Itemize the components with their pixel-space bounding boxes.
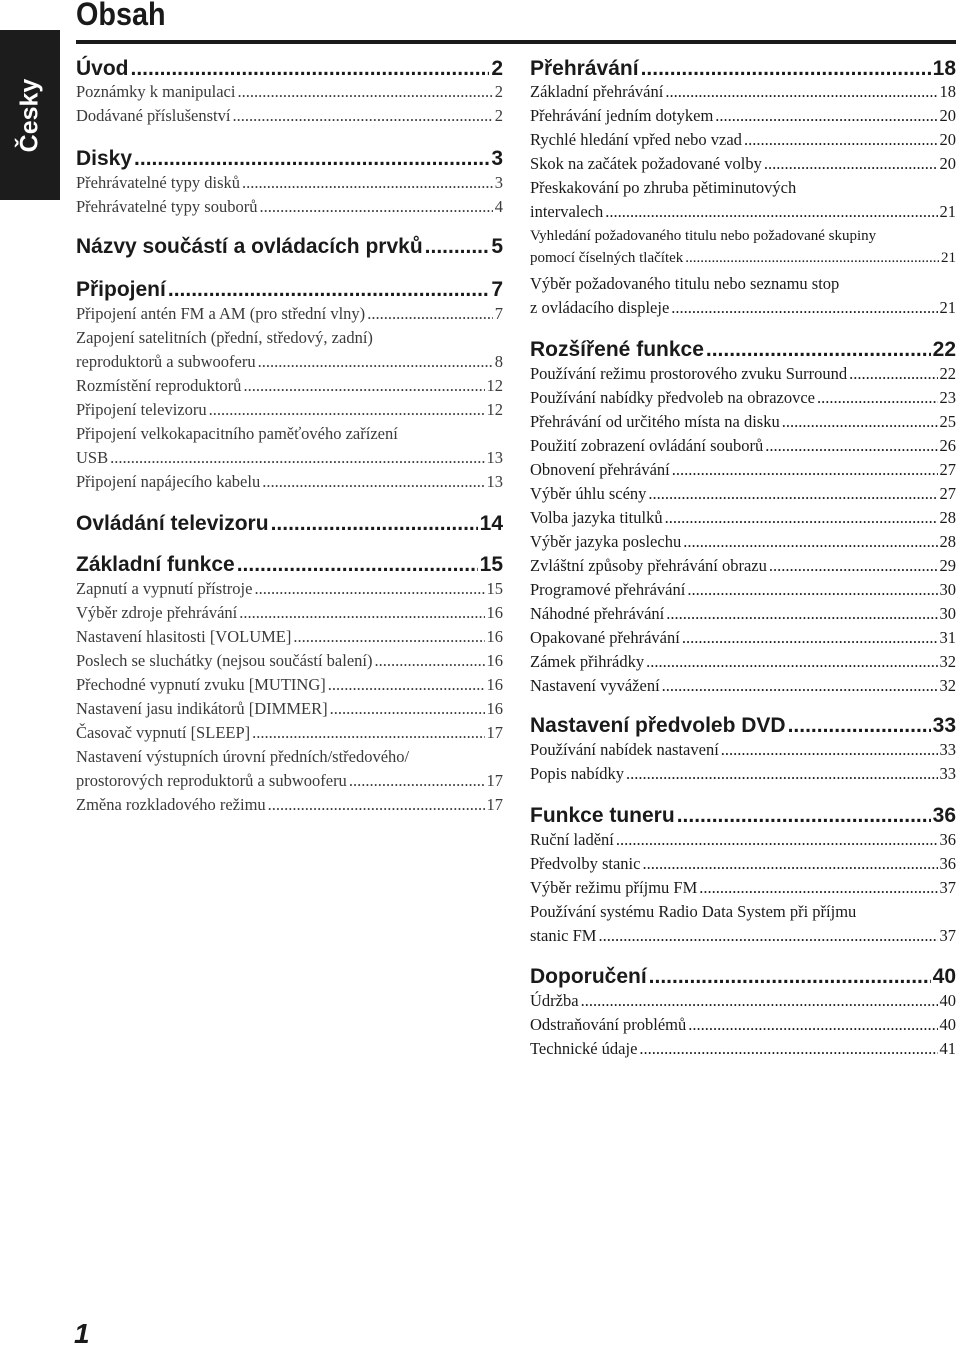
toc-page-number: 30 [939,580,956,599]
dot-leader [688,1013,937,1037]
dot-leader [243,374,484,398]
toc-entry-title: Technické údaje [530,1039,638,1058]
toc-entry-title: reproduktorů a subwooferu [76,352,256,371]
toc-heading-pripojeni[interactable] [76,276,503,304]
toc-page-number: 16 [486,603,503,622]
toc-entry-rucni[interactable] [530,828,956,852]
toc-heading-rozsirene[interactable] [530,336,956,364]
toc-heading-uvod[interactable] [76,55,503,83]
dot-leader [239,601,484,625]
toc-page-number: 17 [486,723,503,742]
toc-entry-soubory[interactable] [530,434,956,458]
dot-leader [665,80,937,104]
toc-page-number: 7 [491,278,503,301]
dot-leader [642,852,937,876]
toc-entry-title: Přehrávatelné typy disků [76,173,241,192]
dot-leader [769,554,938,578]
toc-page-number: 13 [486,472,503,491]
toc-entry-title: Základní funkce [76,553,235,576]
toc-page-number: 16 [486,651,503,670]
toc-entry-title: Odstraňování problémů [530,1015,687,1034]
toc-entry-satelit-2[interactable] [76,350,503,374]
toc-entry-title: Rozmístění reproduktorů [76,376,242,395]
dot-leader [258,350,493,374]
toc-page-number: 33 [939,740,956,759]
dot-leader [252,721,484,745]
toc-entry-vyber-tit-2[interactable] [530,296,956,320]
toc-entry-title: Nastavení hlasitosti [VOLUME] [76,627,292,646]
dot-leader [765,434,937,458]
toc-entry-title: Připojení televizoru [76,400,207,419]
dot-leader [237,80,492,104]
dot-leader [349,769,485,793]
dot-leader [242,171,493,195]
dot-leader [605,200,937,224]
dot-leader [721,738,938,762]
toc-entry-title: Volba jazyka titulků [530,508,663,527]
toc-page-number: 17 [486,771,503,790]
toc-page-number: 32 [939,652,956,671]
toc-entry-title: Výběr úhlu scény [530,484,647,503]
toc-heading-nazvy[interactable] [76,233,503,261]
toc-page-number: 33 [939,764,956,783]
toc-entry-title: Skok na začátek požadované volby [530,154,762,173]
toc-entry-title: Rychlé hledání vpřed nebo vzad [530,130,742,149]
toc-entry-title: Zámek přihrádky [530,652,645,671]
dot-leader [328,673,485,697]
toc-page-number: 36 [939,854,956,873]
toc-entry-jednim[interactable] [530,104,956,128]
dot-leader [168,276,489,304]
toc-page-number: 4 [494,197,503,216]
toc-page-number: 37 [939,878,956,897]
dot-leader [764,152,938,176]
dot-leader [662,674,938,698]
toc-entry-title: Zapnutí a vypnutí přístroje [76,579,253,598]
toc-entry-title: Používání režimu prostorového zvuku Surround [530,364,848,383]
toc-entry-title: Poslech se sluchátky (nejsou součástí balení) [76,651,373,670]
toc-page-number: 12 [486,376,503,395]
toc-page-number: 13 [486,448,503,467]
dot-leader [639,1037,937,1061]
toc-entry-vyhled-1[interactable]: Vyhledání požadovaného titulu nebo požadované skupiny [530,228,877,244]
toc-page-number: 29 [939,556,956,575]
dot-leader [682,626,938,650]
toc-entry-title: Dodávané příslušenství [76,106,231,125]
toc-entry-satelit-1[interactable]: Zapojení satelitních (přední, středový, zadní) [76,328,373,347]
toc-page-number: 18 [932,57,956,80]
toc-heading-tuner[interactable] [530,802,956,830]
toc-heading-prehravani[interactable] [530,55,956,83]
title-rule [76,40,956,44]
toc-entry-title: Nastavení vyvážení [530,676,660,695]
toc-page-number: 22 [939,364,956,383]
toc-entry-opakovane[interactable] [530,626,956,650]
dot-leader [744,128,938,152]
toc-entry-title: stanic FM [530,926,597,945]
toc-entry-title: Přehrávání [530,57,639,80]
toc-entry-preskak-1[interactable]: Přeskakování po zhruba pětiminutových [530,178,797,197]
toc-entry-sleep[interactable] [76,721,503,745]
toc-entry-title: Poznámky k manipulaci [76,82,236,101]
toc-page-number: 18 [939,82,956,101]
dot-leader [134,145,489,173]
toc-entry-usb-2[interactable] [76,446,503,470]
toc-entry-title: Údržba [530,991,579,1010]
toc-entry-zakl-preh[interactable] [530,80,956,104]
dot-leader [110,446,484,470]
toc-entry-title: Popis nabídky [530,764,624,783]
dot-leader [649,963,931,991]
toc-entry-anten[interactable] [76,302,503,326]
toc-page-number: 33 [932,714,956,737]
toc-entry-title: pomocí číselných tlačítek [530,250,684,266]
toc-entry-title: Disky [76,147,133,170]
toc-page-number: 15 [486,579,503,598]
language-tab-label: Česky [15,78,44,152]
toc-page-number: 36 [932,804,956,827]
toc-entry-typy-souboru[interactable] [76,195,503,219]
toc-page-number: 3 [491,147,503,170]
dot-leader [788,712,931,740]
toc-entry-zdroj[interactable] [76,601,503,625]
toc-page-number: 36 [939,830,956,849]
toc-entry-title: Programové přehrávání [530,580,686,599]
toc-entry-program[interactable] [530,578,956,602]
toc-entry-title: Předvolby stanic [530,854,641,873]
toc-entry-rds-1[interactable]: Používání systému Radio Data System při příjmu [530,902,857,921]
toc-page-number: 16 [486,675,503,694]
toc-entry-poslech[interactable] [530,530,956,554]
toc-entry-title: z ovládacího displeje [530,298,670,317]
dot-leader [665,506,938,530]
dot-leader [425,233,490,261]
toc-entry-usb-1[interactable]: Připojení velkokapacitního paměťového zařízení [76,424,398,443]
toc-page-number: 28 [939,508,956,527]
toc-page-number: 31 [939,628,956,647]
toc-entry-title: Připojení napájecího kabelu [76,472,261,491]
dot-leader [237,551,478,579]
toc-entry-rozklad[interactable] [76,793,503,817]
toc-page-number: 16 [486,699,503,718]
toc-entry-title: Připojení antén FM a AM (pro střední vlny) [76,304,366,323]
toc-heading-disky[interactable] [76,145,503,173]
toc-entry-prislusenstvi[interactable] [76,104,503,128]
dot-leader [293,625,484,649]
dot-leader [671,296,937,320]
toc-entry-title: Rozšířené funkce [530,338,704,361]
toc-entry-title: Ovládání televizoru [76,512,269,535]
toc-page-number: 16 [486,627,503,646]
toc-entry-title: Opakované přehrávání [530,628,680,647]
toc-entry-rychle[interactable] [530,128,956,152]
toc-entry-preskak-2[interactable] [530,200,956,224]
dot-leader [598,924,937,948]
toc-page-number: 12 [486,400,503,419]
toc-entry-title: Nastavení předvoleb DVD [530,714,786,737]
toc-entry-nab-nast[interactable] [530,738,956,762]
toc-entry-titulky[interactable] [530,506,956,530]
toc-entry-zvlastni[interactable] [530,554,956,578]
dot-leader [687,578,937,602]
toc-entry-problemy[interactable] [530,1013,956,1037]
toc-entry-title: Výběr jazyka poslechu [530,532,682,551]
toc-page-number: 37 [939,926,956,945]
toc-entry-muting[interactable] [76,673,503,697]
dot-leader [715,104,937,128]
dot-leader [268,793,485,817]
toc-entry-title: Náhodné přehrávání [530,604,665,623]
toc-page-number: 21 [941,250,956,266]
toc-entry-title: Nastavení jasu indikátorů [DIMMER] [76,699,328,718]
dot-leader [271,510,478,538]
page-number: 1 [74,1318,90,1349]
toc-entry-title: Základní přehrávání [530,82,664,101]
dot-leader [641,55,931,83]
toc-entry-sluchatka[interactable] [76,649,503,673]
toc-entry-zapnuti[interactable] [76,577,503,601]
toc-entry-title: prostorových reproduktorů a subwooferu [76,771,347,790]
toc-entry-nahodne[interactable] [530,602,956,626]
toc-entry-title: Přehrávání jedním dotykem [530,106,714,125]
toc-page-number: 40 [932,965,956,988]
dot-leader [581,989,938,1013]
dot-leader [646,650,937,674]
toc-entry-uhel[interactable] [530,482,956,506]
toc-page-number: 40 [939,1015,956,1034]
toc-entry-title: Ruční ladění [530,830,614,849]
dot-leader [817,386,938,410]
toc-heading-predvolby[interactable] [530,712,956,740]
toc-page-number: 40 [939,991,956,1010]
toc-entry-prijem[interactable] [530,876,956,900]
toc-entry-typy-disku[interactable] [76,171,503,195]
toc-heading-zakladni[interactable] [76,551,503,579]
dot-leader [232,104,492,128]
toc-page-number: 41 [939,1039,956,1058]
dot-leader [666,602,937,626]
toc-entry-title: Výběr zdroje přehrávání [76,603,238,622]
dot-leader [626,762,938,786]
toc-entry-title: Používání nabídky předvoleb na obrazovce [530,388,815,407]
dot-leader [254,577,484,601]
toc-page-number: 14 [479,512,503,535]
toc-entry-title: Obnovení přehrávání [530,460,670,479]
toc-page-number: 2 [494,82,503,101]
toc-page-number: 30 [939,604,956,623]
dot-leader [330,697,485,721]
dot-leader [706,336,931,364]
dot-leader [849,362,937,386]
toc-page-number: 17 [486,795,503,814]
toc-page-number: 25 [939,412,956,431]
toc-entry-popis[interactable] [530,762,956,786]
dot-leader [699,876,937,900]
toc-page-number: 26 [939,436,956,455]
toc-entry-hlasitost[interactable] [76,625,503,649]
toc-page-number: 2 [491,57,503,80]
toc-entry-title: Použití zobrazení ovládání souborů [530,436,764,455]
toc-entry-misto[interactable] [530,410,956,434]
toc-entry-televizoru[interactable] [76,398,503,422]
toc-entry-vyber-tit-1[interactable]: Výběr požadovaného titulu nebo seznamu stop [530,274,840,293]
toc-page-number: 20 [939,130,956,149]
dot-leader [131,55,490,83]
toc-entry-skok[interactable] [530,152,956,176]
toc-entry-nabidky[interactable] [530,386,956,410]
toc-entry-zamek[interactable] [530,650,956,674]
toc-entry-title: Úvod [76,57,129,80]
toc-entry-title: Doporučení [530,965,647,988]
toc-entry-title: Názvy součástí a ovládacích prvků [76,235,423,258]
dot-leader [367,302,493,326]
toc-page-number: 7 [494,304,503,323]
dot-leader [616,828,938,852]
dot-leader [259,195,492,219]
toc-entry-surround[interactable] [530,362,956,386]
page-title: Obsah [76,0,166,32]
toc-entry-dimmer[interactable] [76,697,503,721]
toc-entry-poznamky[interactable] [76,80,503,104]
toc-page-number: 3 [494,173,503,192]
toc-entry-urovne-2[interactable] [76,769,503,793]
toc-entry-urovne-1[interactable]: Nastavení výstupních úrovní předních/středového/ [76,747,410,766]
toc-entry-title: Změna rozkladového režimu [76,795,266,814]
dot-leader [648,482,937,506]
dot-leader [677,802,931,830]
toc-entry-title: Zvláštní způsoby přehrávání obrazu [530,556,767,575]
toc-entry-obnoveni[interactable] [530,458,956,482]
toc-page-number: 21 [939,202,956,221]
dot-leader [374,649,484,673]
toc-entry-title: Přechodné vypnutí zvuku [MUTING] [76,675,326,694]
toc-page-number: 2 [494,106,503,125]
toc-heading-doporuceni[interactable] [530,963,956,991]
toc-entry-vyhled-2[interactable] [530,247,956,269]
toc-page-number: 20 [939,106,956,125]
toc-entry-title: intervalech [530,202,604,221]
toc-page-number: 27 [939,460,956,479]
toc-page-number: 22 [932,338,956,361]
toc-page-number: 21 [939,298,956,317]
dot-leader [683,530,937,554]
toc-entry-udrzba[interactable] [530,989,956,1013]
toc-entry-title: Používání nabídek nastavení [530,740,719,759]
toc-page-number: 15 [479,553,503,576]
toc-entry-title: Připojení [76,278,166,301]
dot-leader [262,470,484,494]
toc-page-number: 8 [494,352,503,371]
toc-page-number: 20 [939,154,956,173]
toc-page-number: 27 [939,484,956,503]
toc-entry-title: Přehrávatelné typy souborů [76,197,258,216]
dot-leader [209,398,485,422]
toc-entry-udaje[interactable] [530,1037,956,1061]
toc-heading-ovladani-tv[interactable] [76,510,503,538]
toc-entry-title: Výběr režimu příjmu FM [530,878,698,897]
toc-entry-title: Přehrávání od určitého místa na disku [530,412,780,431]
toc-entry-rozmisteni[interactable] [76,374,503,398]
toc-page-number: 5 [491,235,503,258]
toc-entry-stanice[interactable] [530,852,956,876]
toc-entry-vyvazeni[interactable] [530,674,956,698]
toc-entry-title: USB [76,448,109,467]
toc-entry-title: Funkce tuneru [530,804,675,827]
toc-entry-title: Časovač vypnutí [SLEEP] [76,723,251,742]
toc-entry-rds-2[interactable] [530,924,956,948]
toc-page-number: 28 [939,532,956,551]
toc-page-number: 23 [939,388,956,407]
language-tab [0,30,60,200]
toc-page-number: 32 [939,676,956,695]
toc-entry-napajeci[interactable] [76,470,503,494]
dot-leader [685,247,939,269]
dot-leader [672,458,938,482]
dot-leader [782,410,938,434]
